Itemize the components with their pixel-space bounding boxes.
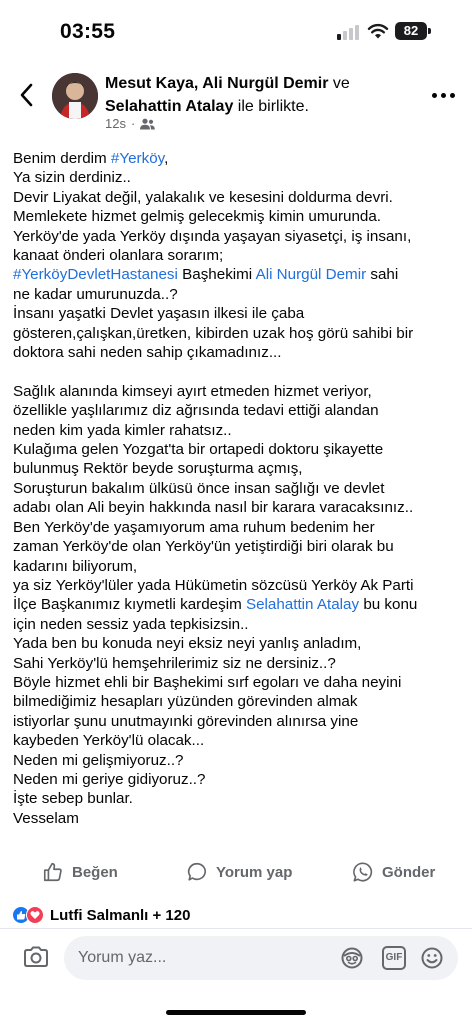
status-time: 03:55 bbox=[60, 20, 116, 43]
tagged-user-2[interactable]: Selahattin Atalay bbox=[105, 98, 234, 115]
post-text-segment: Yerköy'de yada Yerköy dışında yaşayan siyasetçi, iş insanı, bbox=[13, 227, 412, 245]
post-text-segment: zaman Yerköy'de olan Yerköy'ün yetiştirdiği biri olarak bu bbox=[13, 538, 394, 556]
post-text-line bbox=[13, 751, 461, 770]
comment-bubble-icon bbox=[186, 861, 208, 883]
post-text-line bbox=[13, 421, 461, 440]
post-text-line bbox=[13, 188, 461, 207]
post-text-line bbox=[13, 731, 461, 750]
post-text-segment: kaybeden Yerköy'lü olacak... bbox=[13, 732, 205, 750]
share-button[interactable] bbox=[352, 856, 435, 888]
post-text-segment: Yada ben bu konuda neyi eksiz neyi yanlış anladım, bbox=[13, 635, 362, 653]
post-text-segment: Sağlık alanında kimseyi ayırt etmeden hizmet veriyor, bbox=[13, 382, 372, 400]
mention-link[interactable]: Selahattin Atalay bbox=[245, 596, 360, 614]
post-text-line bbox=[13, 459, 461, 478]
hashtag-link[interactable]: #YerköyDevletHastanesi bbox=[13, 266, 178, 284]
love-icon bbox=[26, 906, 44, 924]
avatar-sticker-icon[interactable] bbox=[340, 946, 364, 970]
post-text-line bbox=[13, 809, 461, 828]
post-text-segment: Böyle hizmet ehli bir Başhekimi sırf egoları ve daha neyini bbox=[13, 673, 402, 691]
post-text-segment: ya siz Yerköy'lüler yada Hükümetin sözcüsü Yerköy Ak Parti bbox=[13, 576, 414, 594]
dot-separator: · bbox=[130, 116, 136, 131]
post-text-segment: Devir Liyakat değil, yalakalık ve kesesini doldurma devri. bbox=[13, 188, 393, 206]
post-text-line bbox=[13, 149, 461, 168]
post-text-line bbox=[13, 285, 461, 304]
post-text-line bbox=[13, 692, 461, 711]
post-text-line bbox=[13, 770, 461, 789]
post-text-segment: doktora sahi neden sahip çıkamadınız... bbox=[13, 344, 282, 362]
post-text-segment: bilmediğimiz hesapları yüzünden görevinden almak bbox=[13, 693, 358, 711]
avatar[interactable] bbox=[52, 73, 98, 119]
battery-icon: 82 bbox=[395, 22, 427, 40]
comment-input[interactable] bbox=[78, 936, 328, 980]
post-text-segment: özellikle yaşlılarımız diz ağrısında tedavi ettiği alandan bbox=[13, 402, 379, 420]
whatsapp-icon bbox=[352, 861, 374, 883]
like-button[interactable] bbox=[42, 856, 118, 888]
and-word: ve bbox=[328, 75, 350, 92]
post-actions bbox=[0, 856, 472, 888]
post-body bbox=[13, 149, 461, 828]
camera-icon[interactable] bbox=[22, 945, 50, 969]
post-text-line bbox=[13, 595, 461, 614]
post-time[interactable]: 12s bbox=[105, 116, 126, 131]
avatar-image bbox=[52, 73, 98, 119]
post-text-segment: ne kadar umurunuzda..? bbox=[13, 285, 178, 303]
comment-box[interactable] bbox=[64, 936, 458, 980]
post-text-line bbox=[13, 265, 461, 284]
post-text-line bbox=[13, 401, 461, 420]
post-text-segment: Soruşturun bakalım ülküsü önce insan sağlığı ve devlet bbox=[13, 479, 385, 497]
post-text-segment: Ben Yerköy'de yaşamıyorum ama ruhum bedenim her bbox=[13, 518, 375, 536]
post-text-line bbox=[13, 246, 461, 265]
post-text-segment: Memlekete hizmet gelmiş gelecekmiş kimin umurunda. bbox=[13, 208, 382, 226]
gif-icon[interactable]: GIF bbox=[382, 946, 406, 970]
post-text-line bbox=[13, 479, 461, 498]
post-text-segment: sahi bbox=[366, 266, 399, 284]
post-text-segment: gösteren,çalışkan,üretken, kibirden uzak hoş görü sahibi bir bbox=[13, 324, 414, 342]
post-text-segment: kadarını biliyorum, bbox=[13, 557, 138, 575]
post-text-segment: Benim derdim bbox=[13, 150, 111, 167]
post-text-segment: İşte sebep bunlar. bbox=[13, 790, 133, 808]
post-text-segment: İlçe Başkanımız kıymetli kardeşim bbox=[13, 596, 246, 614]
post-text-segment: neden kim yada kimler rahatsız.. bbox=[13, 421, 232, 439]
author-name[interactable]: Mesut Kaya bbox=[105, 75, 194, 92]
more-options-icon[interactable] bbox=[432, 86, 458, 104]
post-text-segment: Ya sizin derdiniz.. bbox=[13, 169, 131, 187]
post-text-line bbox=[13, 382, 461, 401]
post-text-line bbox=[13, 440, 461, 459]
post-text-line bbox=[13, 712, 461, 731]
post-text-line bbox=[13, 362, 461, 381]
post-text-line bbox=[13, 557, 461, 576]
post-text-line bbox=[13, 634, 461, 653]
with-connector: , bbox=[193, 75, 203, 92]
post-text-segment: için neden sessiz yada tepkisizsin.. bbox=[13, 615, 249, 633]
post-text-line bbox=[13, 789, 461, 808]
post-text-segment: istiyorlar şunu unutmayınki görevinden alınırsa yine bbox=[13, 712, 359, 730]
post-text-segment: , bbox=[164, 150, 169, 167]
post-text-segment: Neden mi geriye gidiyoruz..? bbox=[13, 770, 206, 788]
wifi-icon bbox=[367, 22, 389, 40]
thumbs-up-icon bbox=[42, 861, 64, 883]
like-label: Beğen bbox=[72, 863, 118, 881]
tagged-user-1[interactable]: Ali Nurgül Demir bbox=[202, 75, 329, 92]
post-text-segment: İnsanı yaşatki Devlet yaşasın ilkesi ile çaba bbox=[13, 305, 305, 323]
post-text-line bbox=[13, 324, 461, 343]
post-text-line bbox=[13, 673, 461, 692]
signal-icon bbox=[337, 24, 361, 40]
home-indicator bbox=[166, 1010, 306, 1015]
post-text-line bbox=[13, 304, 461, 323]
post-text-segment: bu konu bbox=[359, 596, 418, 614]
post-text-line bbox=[13, 227, 461, 246]
post-text-line bbox=[13, 654, 461, 673]
post-text-segment: Sahi Yerköy'lü hemşehrilerimiz siz ne dersiniz..? bbox=[13, 654, 336, 672]
post-text-segment: adabı olan Ali beyin hakkında nasıl bir karara varacaksınız.. bbox=[13, 499, 414, 517]
post-text-line bbox=[13, 576, 461, 595]
post-text-segment: Vesselam bbox=[13, 809, 79, 827]
post-text-segment: Neden mi gelişmiyoruz..? bbox=[13, 751, 184, 769]
hashtag-link[interactable]: #Yerköy bbox=[110, 150, 165, 167]
post-text-segment: Kulağıma gelen Yozgat'ta bir ortapedi doktoru şikayette bbox=[13, 441, 384, 459]
back-arrow-icon[interactable] bbox=[14, 80, 40, 110]
mention-link[interactable]: Ali Nurgül Demir bbox=[255, 266, 367, 284]
post-text-line bbox=[13, 168, 461, 187]
post-text-line bbox=[13, 498, 461, 517]
status-bar bbox=[0, 0, 472, 62]
comment-button[interactable] bbox=[186, 856, 292, 888]
post-text-line bbox=[13, 537, 461, 556]
post-text-segment: Başhekimi bbox=[177, 266, 256, 284]
friends-icon bbox=[140, 118, 155, 130]
post-text-segment: kanaat önderi olanlara sorarım; bbox=[13, 247, 224, 265]
post-text-line bbox=[13, 343, 461, 362]
post-meta bbox=[105, 116, 155, 131]
reaction-summary[interactable] bbox=[12, 904, 190, 926]
together-suffix: ile birlikte. bbox=[233, 98, 309, 115]
post-text-line bbox=[13, 615, 461, 634]
comment-divider bbox=[0, 928, 472, 929]
share-label: Gönder bbox=[382, 863, 436, 881]
post-text-line bbox=[13, 207, 461, 226]
post-header-text bbox=[105, 72, 415, 118]
reaction-text: Lutfi Salmanlı + 120 bbox=[50, 906, 191, 924]
emoji-icon[interactable] bbox=[420, 946, 444, 970]
post-text-line bbox=[13, 518, 461, 537]
battery-tip bbox=[428, 28, 431, 34]
comment-label: Yorum yap bbox=[216, 863, 293, 881]
post-text-segment: bulunmuş Rektör beyde soruşturma açmış, bbox=[13, 460, 303, 478]
